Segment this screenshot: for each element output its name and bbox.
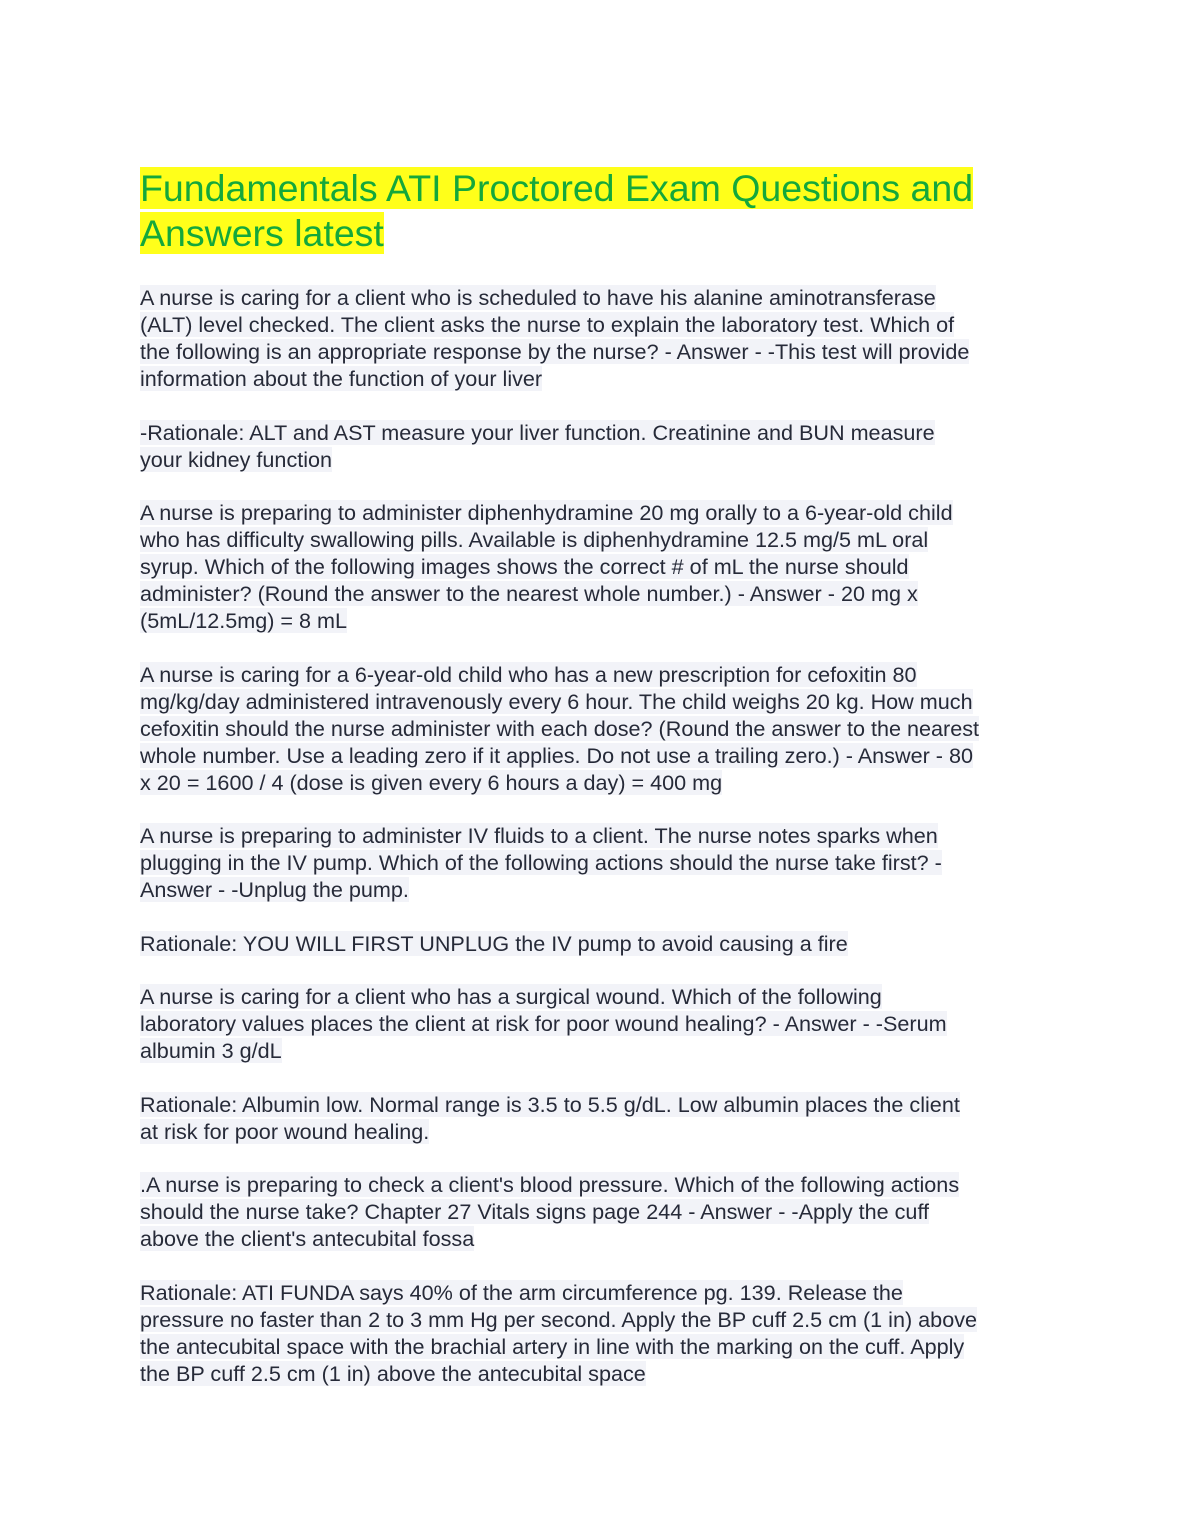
paragraph-line: pressure no faster than 2 to 3 mm Hg per second. Apply the BP cuff 2.5 cm (1 in) above — [140, 1306, 978, 1332]
paragraph — [140, 1279, 1060, 1387]
paragraph-line: the antecubital space with the brachial artery in line with the marking on the cuff. Apply — [140, 1333, 965, 1359]
paragraph-line: x 20 = 1600 / 4 (dose is given every 6 hours a day) = 400 mg — [140, 769, 723, 795]
paragraph-line: your kidney function — [140, 446, 333, 472]
paragraph-line: A nurse is preparing to administer diphenhydramine 20 mg orally to a 6-year-old child — [140, 500, 953, 525]
paragraph — [140, 1091, 1060, 1145]
paragraph-line: at risk for poor wound healing. — [140, 1118, 430, 1144]
title-line-2: Answers latest — [140, 212, 384, 254]
paragraph-line: A nurse is caring for a 6-year-old child who has a new prescription for cefoxitin 80 — [140, 661, 917, 687]
paragraph-line: A nurse is preparing to administer IV fluids to a client. The nurse notes sparks when — [140, 823, 938, 848]
paragraph-line: the BP cuff 2.5 cm (1 in) above the antecubital space — [140, 1360, 646, 1386]
paragraph-line: information about the function of your liver — [140, 366, 543, 391]
paragraph-line: Rationale: YOU WILL FIRST UNPLUG the IV pump to avoid causing a fire — [140, 930, 848, 956]
paragraph-line: A nurse is caring for a client who has a surgical wound. Which of the following — [140, 984, 882, 1009]
paragraph — [140, 930, 1060, 957]
paragraph — [140, 1171, 1060, 1252]
paragraph-line: A nurse is caring for a client who is scheduled to have his alanine aminotransferase — [140, 285, 936, 310]
paragraph-line: mg/kg/day administered intravenously every 6 hour. The child weighs 20 kg. How much — [140, 688, 973, 714]
paragraph-line: who has difficulty swallowing pills. Available is diphenhydramine 12.5 mg/5 mL oral — [140, 527, 929, 552]
paragraph-line: .A nurse is preparing to check a client's blood pressure. Which of the following actions — [140, 1172, 960, 1197]
paragraph — [140, 284, 1060, 392]
paragraph-line: the following is an appropriate response by the nurse? - Answer - -This test will provide — [140, 339, 970, 364]
paragraph-line: above the client's antecubital fossa — [140, 1226, 475, 1251]
paragraph-line: syrup. Which of the following images shows the correct # of mL the nurse should — [140, 554, 909, 579]
paragraph-line: cefoxitin should the nurse administer with each dose? (Round the answer to the nearest — [140, 715, 980, 741]
paragraph-line: whole number. Use a leading zero if it applies. Do not use a trailing zero.) - Answer - 80 — [140, 742, 973, 768]
document-title — [140, 166, 1040, 256]
paragraph-line: administer? (Round the answer to the nearest whole number.) - Answer - 20 mg x — [140, 581, 918, 606]
paragraph-line: Answer - -Unplug the pump. — [140, 877, 409, 902]
paragraph — [140, 499, 1060, 634]
paragraph — [140, 661, 1060, 796]
paragraph-line: should the nurse take? Chapter 27 Vitals signs page 244 - Answer - -Apply the cuff — [140, 1199, 930, 1224]
paragraph-line: albumin 3 g/dL — [140, 1038, 282, 1063]
paragraph-line: (5mL/12.5mg) = 8 mL — [140, 608, 348, 633]
paragraph-line: Rationale: ATI FUNDA says 40% of the arm circumference pg. 139. Release the — [140, 1279, 903, 1305]
paragraph — [140, 983, 1060, 1064]
paragraph-line: -Rationale: ALT and AST measure your liver function. Creatinine and BUN measure — [140, 419, 935, 445]
paragraph — [140, 822, 1060, 903]
document-body — [140, 284, 1060, 1413]
paragraph-line: plugging in the IV pump. Which of the following actions should the nurse take first? - — [140, 850, 942, 875]
paragraph-line: laboratory values places the client at risk for poor wound healing? - Answer - -Serum — [140, 1011, 947, 1036]
paragraph — [140, 419, 1060, 473]
paragraph-line: (ALT) level checked. The client asks the nurse to explain the laboratory test. Which of — [140, 312, 955, 337]
paragraph-line: Rationale: Albumin low. Normal range is 3.5 to 5.5 g/dL. Low albumin places the client — [140, 1091, 960, 1117]
title-line-1: Fundamentals ATI Proctored Exam Questions and — [140, 167, 974, 209]
